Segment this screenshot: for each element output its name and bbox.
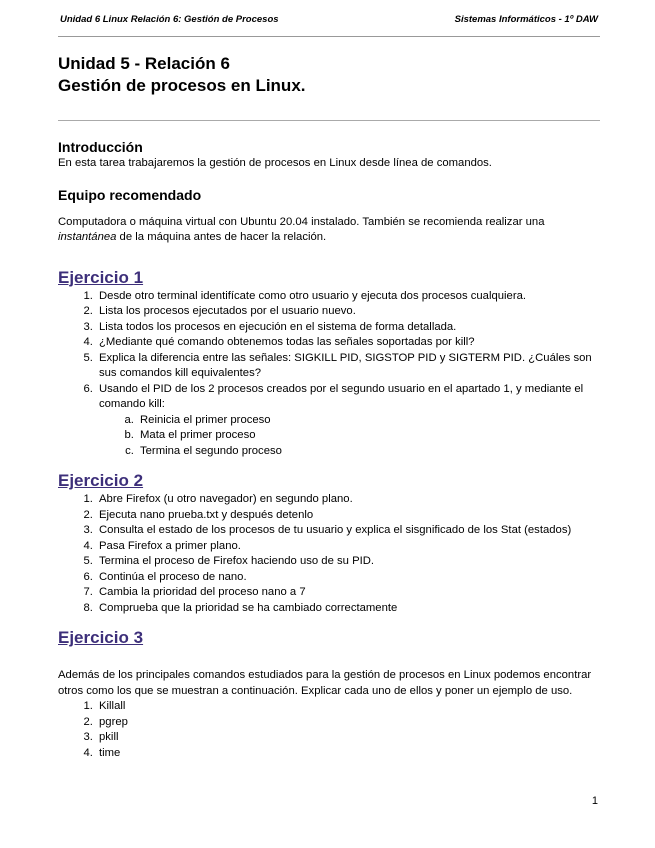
equipment-text-italic: instantánea [58, 231, 117, 243]
equipment-heading: Equipo recomendado [58, 186, 202, 203]
list-item: 1. Killall [96, 699, 600, 715]
list-item: 6. Continúa el proceso de nano. [96, 570, 600, 586]
equipment-text-part2: de la máquina antes de hacer la relación. [116, 231, 327, 243]
exercise-1-list [58, 289, 600, 460]
list-item: 3. pkill [96, 730, 600, 746]
exercise-1-sublist [99, 413, 600, 460]
list-item-with-subitems [96, 382, 600, 460]
list-item: 3. Lista todos los procesos en ejecución en el sistema de forma detallada. [96, 320, 600, 336]
list-item: 5. Termina el proceso de Firefox haciendo uso de su PID. [96, 554, 600, 570]
list-item: 4. time [96, 746, 600, 762]
list-item: 7. Cambia la prioridad del proceso nano a 7 [96, 585, 600, 601]
list-item: 8. Comprueba que la prioridad se ha cambiado correctamente [96, 601, 600, 617]
list-item: 3. Consulta el estado de los procesos de tu usuario y explica el sisgnificado de los Stat (estados) [96, 523, 600, 539]
sub-list-item: a. Reinicia el primer proceso [137, 413, 600, 429]
title-line-2: Gestión de procesos en Linux. [58, 76, 306, 95]
equipment-text-part1: Computadora o máquina virtual con Ubuntu 20.04 instalado. También se recomienda realizar una [58, 215, 545, 228]
list-item: 2. Ejecuta nano prueba.txt y después detenlo [96, 508, 600, 524]
page-number: 1 [591, 795, 598, 807]
list-item: 4. Pasa Firefox a primer plano. [96, 539, 600, 555]
list-item: 5. Explica la diferencia entre las señales: SIGKILL PID, SIGSTOP PID y SIGTERM PID. ¿Cuáles son sus comandos kill equivalentes? [96, 351, 600, 382]
list-item: 2. pgrep [96, 715, 600, 731]
list-item: 1. Abre Firefox (u otro navegador) en segundo plano. [96, 492, 600, 508]
list-item: 4. ¿Mediante qué comando obtenemos todas las señales soportadas por kill? [96, 335, 600, 351]
exercise-3-list [58, 699, 600, 761]
list-item-text: Usando el PID de los 2 procesos creados por el segundo usuario en el apartado 1, y mediante el comando kill: [99, 382, 584, 410]
sub-list-item: b. Mata el primer proceso [137, 428, 600, 444]
exercise-3-text: Además de los principales comandos estudiados para la gestión de procesos en Linux podemos encontrar otros como los que se muestran a continuación. Explicar cada uno de ellos y poner un ejemplo de uso. [58, 669, 592, 697]
title-line-1: Unidad 5 - Relación 6 [58, 54, 230, 73]
exercise-2-list [58, 492, 600, 616]
sub-list-item: c. Termina el segundo proceso [137, 444, 600, 460]
list-item: 2. Lista los procesos ejecutados por el usuario nuevo. [96, 304, 600, 320]
page-header [58, 12, 600, 37]
document-body [58, 138, 600, 761]
exercise-2-heading: Ejercicio 2 [58, 471, 144, 490]
intro-text: En esta tarea trabajaremos la gestión de procesos en Linux desde línea de comandos. [58, 157, 492, 169]
title-divider [58, 120, 600, 121]
document-title [58, 53, 600, 97]
equipment-text [58, 215, 600, 246]
intro-heading: Introducción [58, 139, 143, 155]
header-right-text: Sistemas Informáticos - 1º DAW [454, 14, 598, 25]
exercise-3-heading: Ejercicio 3 [58, 628, 144, 647]
list-item: 1. Desde otro terminal identifícate como otro usuario y ejecuta dos procesos cualquiera. [96, 289, 600, 305]
exercise-1-heading: Ejercicio 1 [58, 267, 144, 287]
header-left-text: Unidad 6 Linux Relación 6: Gestión de Procesos [60, 14, 279, 25]
